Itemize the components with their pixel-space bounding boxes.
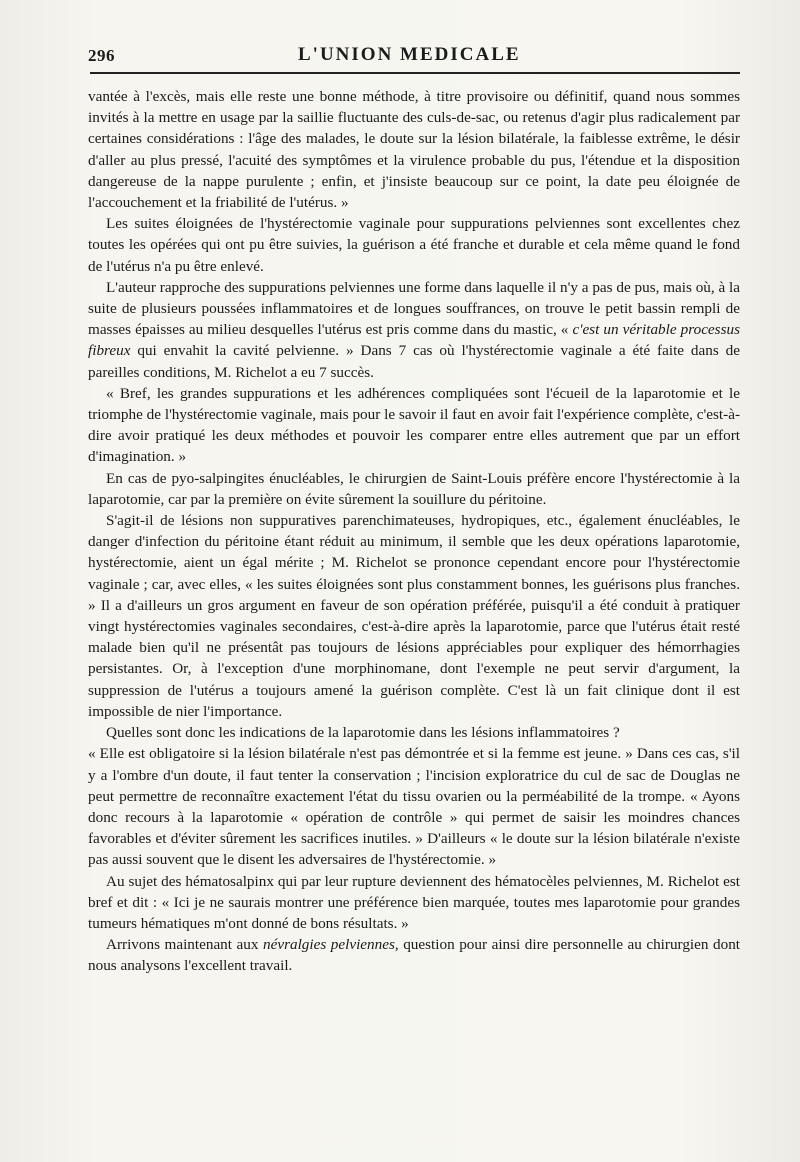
paragraph: vantée à l'excès, mais elle reste une bonne méthode, à titre provisoire ou définitif, quand nous sommes invités à la mettre en usage par la saillie fluctuante des culs-de-sac, ou retenus d'agir plus radicalement par certaines considérations : l'âge des malades, le doute sur la lésion bilatérale, la faiblesse extrême, le désir d'aller au plus pressé, l'acuité des symptômes et la virulence probable du pus, l'étendue et la disposition dangereuse de la nappe purulente ; enfin, et j'insiste beaucoup sur ce point, la date peu éloignée de l'accouchement et la friabilité de l'utérus. » xyxy=(88,88,740,212)
paragraph: « Elle est obligatoire si la lésion bilatérale n'est pas démontrée et si la femme est jeune. » Dans ces cas, s'il y a l'ombre d'un doute, il faut tenter la conservation ; l'incision exploratrice du cul de sac de Douglas ne peut permettre de reconnaître exactement l'état du tissu ovarien ou la perméabilité de la trompe. « Ayons donc recours à la laparotomie « opération de contrôle » qui permet de saisir les moindres chances favorables et d'éviter sûrement les sacrifices inutiles. » D'ailleurs « le doute sur la lésion bilatérale n'existe pas aussi souvent que le disent les adversaires de l'hystérectomie. » xyxy=(88,745,740,869)
paragraph: Arrivons maintenant aux névralgies pelviennes, question pour ainsi dire personnelle au chirurgien dont nous analysons l'excellent travail. xyxy=(88,936,741,975)
paragraph: L'auteur rapproche des suppurations pelviennes une forme dans laquelle il n'y a pas de pus, mais où, à la suite de plusieurs poussées inflammatoires et de longues souffrances, on trouve le petit bassin rempli de masses épaisses au milieu desquelles l'utérus est pris comme dans du mastic, « c'est un véritable processus fibreux qui envahit la cavité pelvienne. » Dans 7 cas où l'hystérectomie vaginale a été faite dans de pareilles conditions, M. Richelot a eu 7 succès. xyxy=(88,278,740,381)
italic-phrase: névralgies pelviennes, xyxy=(263,936,399,954)
paragraph: « Bref, les grandes suppurations et les adhérences compliquées sont l'écueil de la laparotomie et le triomphe de l'hystérectomie vaginale, mais pour le savoir il faut en avoir fait l'expérience complète, c'est-à-dire avoir pratiqué les deux méthodes et pouvoir les comparer entre elles autrement que par un effort d'imagination. » xyxy=(88,384,740,466)
italic-phrase: c'est un véritable processus fibreux xyxy=(88,321,740,360)
article-body xyxy=(88,86,740,977)
header-rule xyxy=(90,72,740,74)
paragraph: S'agit-il de lésions non suppuratives parenchimateuses, hydropiques, etc., également énucléables, le danger d'infection du péritoine étant réduit au minimum, il semble que les deux opérations laparotomie, hystérectomie, aient un égal mérite ; M. Richelot se prononce cependant encore pour l'hystérectomie vaginale ; car, avec elles, « les suites éloignées sont plus constamment bonnes, les guérisons plus franches. » Il a d'ailleurs un gros argument en faveur de son opération préférée, puisqu'il a été conduit à pratiquer vingt hystérectomies vaginales secondaires, c'est-à-dire après la laparotomie, parce que l'utérus était resté malade bien qu'il ne présentât pas toujours de lésions appréciables pour expliquer des hémorrhagies persistantes. Or, à l'exception d'une morphinomane, dont l'exemple ne peut servir d'argument, la suppression de l'utérus a toujours amené la guérison complète. C'est là un fait clinique dont il est impossible de nier l'importance. xyxy=(88,512,740,720)
paragraph: Les suites éloignées de l'hystérectomie vaginale pour suppurations pelviennes sont excellentes chez toutes les opérées qui ont pu être suivies, la guérison a été franche et durable et cela même quand le fond de l'utérus n'a pu être enlevé. xyxy=(88,215,740,275)
paragraph: Au sujet des hématosalpinx qui par leur rupture deviennent des hématocèles pelviennes, M. Richelot est bref et dit : « Ici je ne saurais montrer une préférence bien marquée, toutes mes laparotomie pour grandes tumeurs hématiques m'ont donné de bons résultats. » xyxy=(88,872,740,932)
page-number: 296 xyxy=(88,46,115,65)
running-title: L'UNION MEDICALE xyxy=(298,44,521,65)
paragraph: En cas de pyo-salpingites énucléables, le chirurgien de Saint-Louis préfère encore l'hystérectomie à la laparotomie, car par la première on évite sûrement la souillure du péritoine. xyxy=(88,469,740,508)
paragraph: Quelles sont donc les indications de la laparotomie dans les lésions inflammatoires ? xyxy=(106,724,620,742)
